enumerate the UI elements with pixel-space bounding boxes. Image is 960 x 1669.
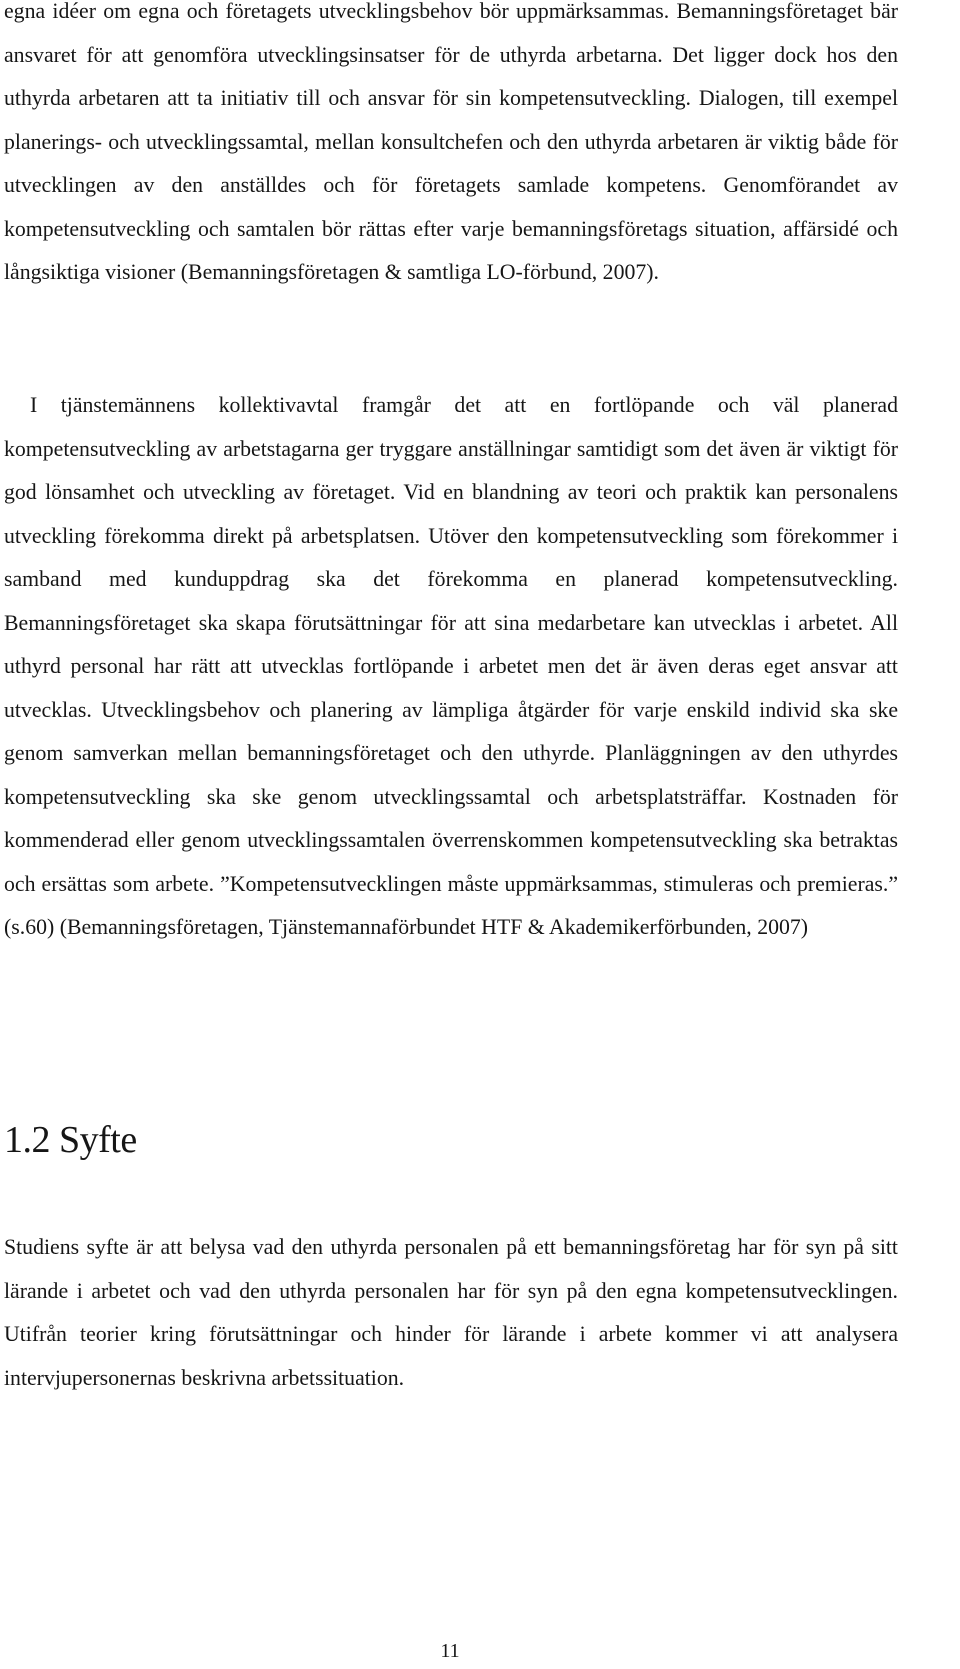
body-paragraph-syfte: Studiens syfte är att belysa vad den uthyrda personalen på ett bemanningsföretag har för syn på sitt lärande i arbetet och vad den uthyrda personalen har för syn på den egna kompetensutvecklingen. Utifrån teorier kring förutsättningar och hinder för lärande i arbete kommer vi att analysera intervjupersonernas beskrivna arbetssituation.: [4, 1235, 898, 1390]
page-number: 11: [440, 1640, 460, 1662]
body-paragraph-continuation: egna idéer om egna och företagets utvecklingsbehov bör uppmärksammas. Bemanningsföretaget bär ansvaret för att genomföra utvecklingsinsatser för de uthyrda arbetarna. Det ligger dock hos den uthyrda arbetaren att ta initiativ till och ansvar för sin kompetensutveckling. Dialogen, till exempel planerings- och utvecklingssamtal, mellan konsultchefen och den uthyrda arbetaren är viktig både för utvecklingen av den anställdes och för företagets samlade kompetens. Genomförandet av kompetensutveckling och samtalen bör rättas efter varje bemanningsföretags situation, affärsidé och långsiktiga visioner (Bemanningsföretagen & samtliga LO-förbund, 2007).: [4, 0, 898, 284]
section-heading: 1.2 Syfte: [4, 1119, 137, 1161]
body-paragraph-kollektivavtal: I tjänstemännens kollektivavtal framgår det att en fortlöpande och väl planerad kompetensutveckling av arbetstagarna ger tryggare anställningar samtidigt som det även är viktigt för god lönsamhet och utveckling av företaget. Vid en blandning av teori och praktik kan personalens utveckling förekomma direkt på arbetsplatsen. Utöver den kompetensutveckling som förekommer i samband med kunduppdrag ska det förekomma en planerad kompetensutveckling. Bemanningsföretaget ska skapa förutsättningar för att sina medarbetare kan utvecklas i arbetet. All uthyrd personal har rätt att utvecklas fortlöpande i arbetet men det är även deras eget ansvar att utvecklas. Utvecklingsbehov och planering av lämpliga åtgärder för varje enskild individ ska ske genom samverkan mellan bemanningsföretaget och den uthyrde. Planläggningen av den uthyrdes kompetensutveckling ska ske genom utvecklingssamtal och arbetsplatsträffar. Kostnaden för kommenderad eller genom utvecklingssamtalen överrenskommen kompetensutveckling ska betraktas och ersättas som arbete. ”Kompetensutvecklingen måste uppmärksammas, stimuleras och premieras.” (s.60) (Bemanningsföretagen, Tjänstemannaförbundet HTF & Akademikerförbunden, 2007): [4, 393, 898, 939]
